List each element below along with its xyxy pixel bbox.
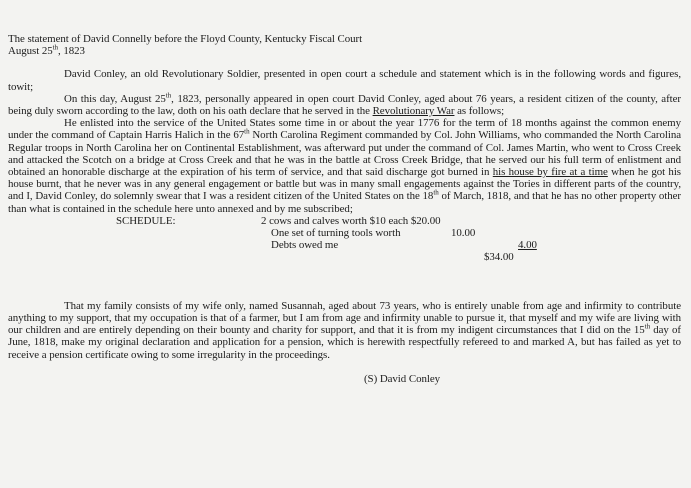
family-paragraph: That my family consists of my wife only, named Susannah, aged about 73 years, who is entirely unable from age and infirmity to contribute anything to my support, that my occupation is that of a farmer, but I am from age and infirmity unable to pursue it, that myself and my wife are living with our children and are entirely depending on their bounty and charity for support, and that it is from my indigent circumstances that I did on the 15th day of June, 1818, make my original declaration and application for a pension, which is herewith respectfully refereed to and marked A, but has failed as yet to receive a pension certificate owing to some irregularity in the proceedings. (8, 299, 681, 361)
schedule-line-debts: Debts owed me (271, 238, 339, 251)
signature: (S) David Conley (363, 372, 441, 385)
schedule-label: SCHEDULE: (116, 214, 176, 227)
oath-paragraph: On this day, August 25th, 1823, personally appeared in open court David Conley, aged about 76 years, a resident citizen of the county, after being duly sworn according to the law, doth on his oath declare that he served in the Revolutionary War as follows; (8, 91, 681, 118)
schedule-line-tools: One set of turning tools worth (271, 226, 401, 239)
document-date: August 25th, 1823 (8, 43, 85, 58)
schedule-amount-debts: 4.00 (518, 238, 537, 251)
property-schedule (8, 215, 681, 277)
schedule-line-cows: 2 cows and calves worth $10 each $20.00 (261, 214, 441, 227)
schedule-total: $34.00 (484, 250, 514, 263)
document-title: The statement of David Connelly before the Floyd County, Kentucky Fiscal Court (8, 33, 363, 45)
schedule-amount-tools: 10.00 (451, 226, 476, 239)
intro-paragraph: David Conley, an old Revolutionary Soldier, presented in open court a schedule and statement which is in the following words and figures, towit; (8, 68, 681, 93)
service-paragraph: He enlisted into the service of the United States some time in or about the year 1776 for the term of 18 months against the common enemy under the command of Captain Harris Halich in the 67th North Carolina Regiment commanded by Col. John Williams, who commanded the North Carolina Regular troops in North Carolina her on Continental Establishment, was afterward put under the command of Col. James Martin, who went to Cross Creek and attacked the Scotch on a bridge at Cross Creek and that he was in the battle at Cross Creek Bridge, that he served our his full term of enlistment and obtained an honorable discharge at the expiration of his term of service, and that said discharge got burned in his house by fire at a time when he got his house burnt, that he never was in any general engagement or battle but was in many small engagements against the Tories in different parts of the country, and I, David Conley, do solemnly swear that I was a resident citizen of the United States on the 18th of March, 1818, and that he has no other property other than what is contained in the schedule here unto annexed and by me subscribed; (8, 117, 681, 215)
